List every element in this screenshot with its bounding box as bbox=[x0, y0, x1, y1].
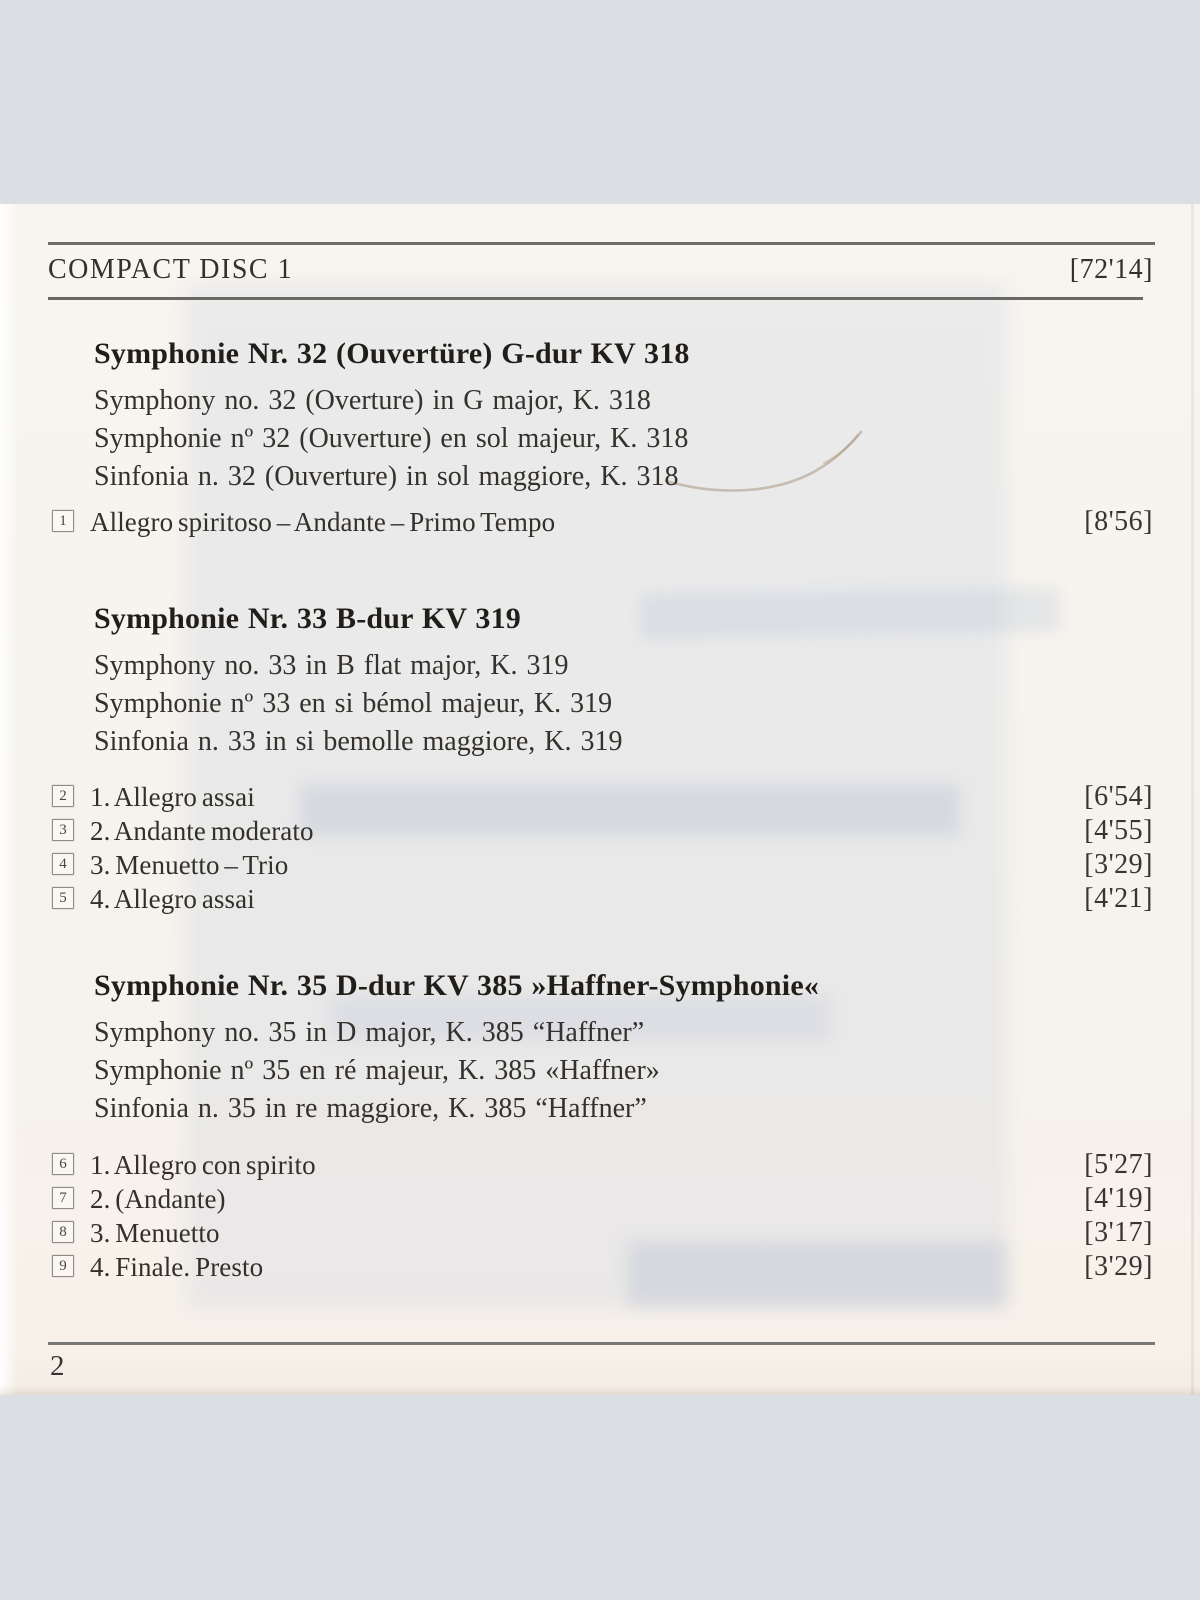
header-rule-top bbox=[48, 242, 1155, 245]
work-section bbox=[94, 601, 1160, 761]
work-subtitles bbox=[94, 1014, 1160, 1128]
track-number-box: 6 bbox=[52, 1153, 74, 1175]
work-section bbox=[94, 968, 1160, 1128]
track-row bbox=[52, 1250, 1153, 1284]
work-subtitle: Sinfonia n. 32 (Ouverture) in sol maggiore, K. 318 bbox=[94, 461, 679, 492]
work-title: Symphonie Nr. 35 D-dur KV 385 »Haffner-Symphonie« bbox=[94, 969, 820, 1002]
track-row bbox=[52, 882, 1153, 916]
track-number-box: 7 bbox=[52, 1187, 74, 1209]
track-row bbox=[52, 814, 1153, 848]
track-row bbox=[52, 1216, 1153, 1250]
track-number-box: 1 bbox=[52, 510, 74, 532]
track-duration: [3'29] bbox=[1084, 849, 1153, 880]
work-subtitle: Symphony no. 33 in B flat major, K. 319 bbox=[94, 650, 569, 681]
track-number-box: 4 bbox=[52, 853, 74, 875]
track-row bbox=[52, 1182, 1153, 1216]
track-number-box: 2 bbox=[52, 785, 74, 807]
work-section bbox=[94, 336, 1160, 496]
work-subtitles bbox=[94, 647, 1160, 761]
footer-rule bbox=[48, 1342, 1155, 1345]
track-title: 2. (Andante) bbox=[90, 1183, 226, 1214]
work-subtitles bbox=[94, 382, 1160, 496]
page-number: 2 bbox=[50, 1350, 65, 1382]
track-duration: [3'17] bbox=[1084, 1217, 1153, 1248]
track-duration: [3'29] bbox=[1084, 1251, 1153, 1282]
work-subtitle: Symphony no. 32 (Overture) in G major, K. 318 bbox=[94, 385, 651, 416]
track-number-box: 9 bbox=[52, 1255, 74, 1277]
disc-header bbox=[48, 250, 1153, 290]
work-subtitle: Sinfonia n. 35 in re maggiore, K. 385 “Haffner” bbox=[94, 1093, 647, 1124]
track-title: Allegro spiritoso – Andante – Primo Tempo bbox=[90, 506, 556, 537]
track-duration: [4'21] bbox=[1084, 883, 1153, 914]
track-duration: [8'56] bbox=[1084, 506, 1153, 537]
track-title: 4. Finale. Presto bbox=[90, 1251, 264, 1282]
track-title: 3. Menuetto – Trio bbox=[90, 849, 289, 880]
header-rule-bottom bbox=[48, 297, 1143, 300]
work-title: Symphonie Nr. 32 (Ouvertüre) G-dur KV 318 bbox=[94, 337, 690, 370]
disc-title: COMPACT DISC 1 bbox=[48, 254, 294, 285]
track-duration: [6'54] bbox=[1084, 781, 1153, 812]
work-subtitle: Symphony no. 35 in D major, K. 385 “Haffner” bbox=[94, 1017, 645, 1048]
work-subtitle: Symphonie nº 32 (Ouverture) en sol majeur, K. 318 bbox=[94, 423, 689, 454]
track-title: 1. Allegro con spirito bbox=[90, 1149, 316, 1180]
track-title: 3. Menuetto bbox=[90, 1217, 220, 1248]
work-subtitle: Sinfonia n. 33 in si bemolle maggiore, K. 319 bbox=[94, 726, 623, 757]
track-title: 4. Allegro assai bbox=[90, 883, 255, 914]
track-duration: [4'19] bbox=[1084, 1183, 1153, 1214]
work-title: Symphonie Nr. 33 B-dur KV 319 bbox=[94, 602, 522, 635]
track-number-box: 5 bbox=[52, 887, 74, 909]
track-duration: [5'27] bbox=[1084, 1149, 1153, 1180]
track-row bbox=[52, 1148, 1153, 1182]
work-subtitle: Symphonie nº 33 en si bémol majeur, K. 319 bbox=[94, 688, 613, 719]
track-number-box: 3 bbox=[52, 819, 74, 841]
disc-total-time: [72'14] bbox=[1069, 254, 1153, 285]
track-title: 1. Allegro assai bbox=[90, 781, 255, 812]
booklet-page bbox=[0, 204, 1200, 1395]
work-subtitle: Symphonie nº 35 en ré majeur, K. 385 «Haffner» bbox=[94, 1055, 660, 1086]
track-number-box: 8 bbox=[52, 1221, 74, 1243]
track-row bbox=[52, 505, 1153, 539]
page-edge-left bbox=[0, 204, 18, 1395]
page-edge-bottom bbox=[0, 1386, 1200, 1395]
track-duration: [4'55] bbox=[1084, 815, 1153, 846]
page-edge-right bbox=[1191, 204, 1194, 1395]
track-row bbox=[52, 848, 1153, 882]
track-title: 2. Andante moderato bbox=[90, 815, 314, 846]
track-row bbox=[52, 780, 1153, 814]
